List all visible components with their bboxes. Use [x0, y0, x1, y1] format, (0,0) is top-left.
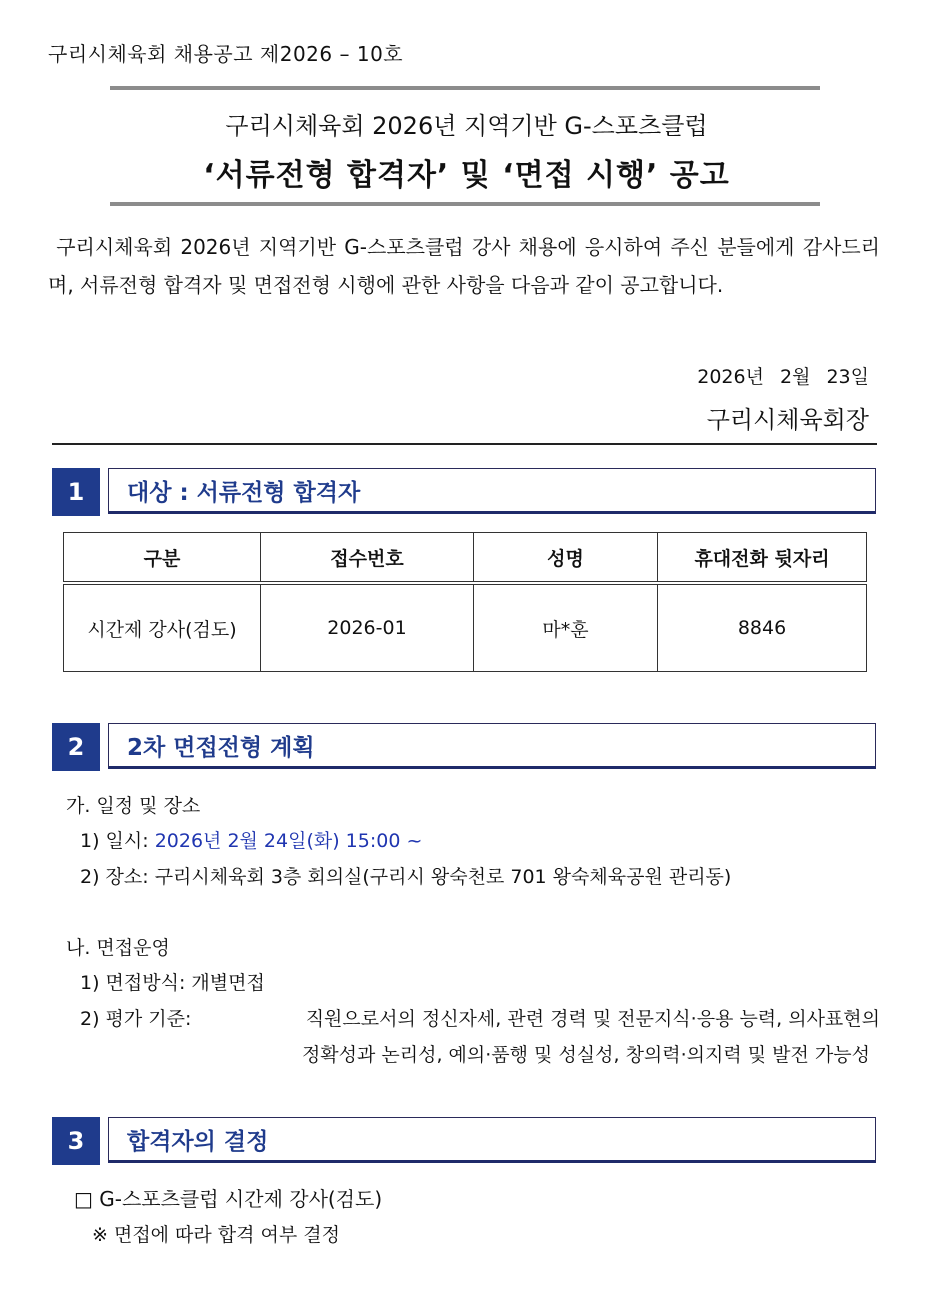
criteria-line-2: 정확성과 논리성, 예의·품행 및 성실성, 창의력·의지력 및 발전 가능성	[301, 1044, 870, 1066]
decision-item: □ G-스포츠클럽 시간제 강사(검도)	[74, 1187, 383, 1211]
operation-heading: 나. 면접운영	[66, 937, 170, 959]
table-header-row	[64, 533, 867, 584]
intro-paragraph: 구리시체육회 2026년 지역기반 G-스포츠클럽 강사 채용에 응시하여 주신 분들에게 감사드리며, 서류전형 합격자 및 면접전형 시행에 관한 사항을 다음과 같이 공고합니다.	[48, 235, 880, 297]
table-row	[64, 583, 867, 672]
decision-note: ※ 면접에 따라 합격 여부 결정	[92, 1224, 341, 1246]
header-divider	[52, 443, 877, 445]
schedule-heading: 가. 일정 및 장소	[66, 795, 201, 817]
cell-phone-last: 8846	[658, 583, 867, 672]
cell-category: 시간제 강사(검도)	[64, 583, 261, 672]
title-bottom-rule	[110, 202, 820, 206]
col-header-phone-last: 휴대전화 뒷자리	[658, 533, 867, 584]
signer: 구리시체육회장	[706, 406, 869, 434]
schedule-datetime	[80, 826, 422, 853]
section-2-title: 2차 면접전형 계획	[108, 723, 876, 769]
col-header-receipt-no: 접수번호	[261, 533, 474, 584]
notice-title: ‘서류전형 합격자’ 및 ‘면접 시행’ 공고	[203, 158, 730, 193]
notice-date: 2026년 2월 23일	[697, 366, 869, 388]
section-1-title: 대상 : 서류전형 합격자	[108, 468, 876, 514]
notice-subtitle: 구리시체육회 2026년 지역기반 G-스포츠클럽	[225, 112, 708, 140]
col-header-name: 성명	[474, 533, 658, 584]
cell-name: 마*훈	[474, 583, 658, 672]
section-3-number: 3	[52, 1117, 100, 1165]
datetime-value: 2026년 2월 24일(화) 15:00 ~	[154, 830, 423, 852]
criteria-line-1: 직원으로서의 정신자세, 관련 경력 및 전문지식·응용 능력, 의사표현의	[305, 1008, 880, 1030]
schedule-place: 2) 장소: 구리시체육회 3층 회의실(구리시 왕숙천로 701 왕숙체육공원 관리동)	[80, 866, 732, 888]
title-top-rule	[110, 86, 820, 90]
criteria-label: 2) 평가 기준:	[80, 1008, 192, 1030]
passer-table	[63, 532, 867, 672]
section-3-title: 합격자의 결정	[108, 1117, 876, 1163]
interview-method: 1) 면접방식: 개별면접	[80, 972, 265, 994]
section-2-number: 2	[52, 723, 100, 771]
datetime-label: 1) 일시:	[80, 830, 155, 852]
col-header-category: 구분	[64, 533, 261, 584]
cell-receipt-no: 2026-01	[261, 583, 474, 672]
notice-number: 구리시체육회 채용공고 제2026 – 10호	[48, 42, 404, 66]
section-1-number: 1	[52, 468, 100, 516]
